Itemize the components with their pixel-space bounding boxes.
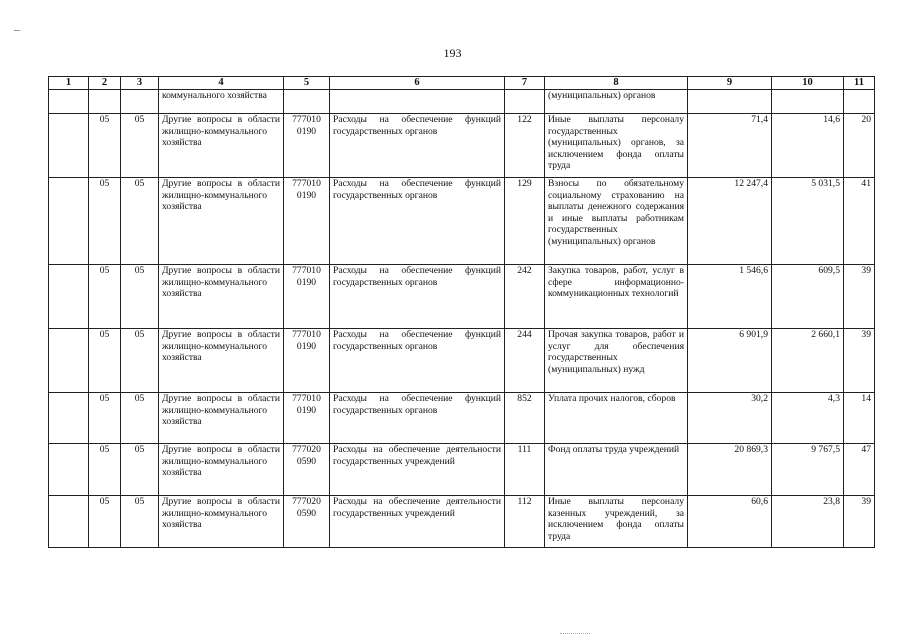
table-row [49,114,875,178]
execution-percent: 41 [844,178,875,265]
planned-amount: 6 901,9 [688,329,772,393]
execution-percent: 14 [844,393,875,444]
subsection-code: 05 [121,178,159,265]
execution-percent: 47 [844,444,875,496]
section-code: 05 [89,393,121,444]
target-article: 777010 0190 [284,114,330,178]
margin-mark [14,30,20,31]
execution-percent: 39 [844,329,875,393]
expense-type: Взносы по обязательному социальному страхованию на выплаты денежного содержания и иные выплаты работникам государственных (муниципальных) органов [545,178,688,265]
section-code: 05 [89,178,121,265]
expense-type: Прочая закупка товаров, работ и услуг для обеспечения государственных (муниципальных) нужд [545,329,688,393]
target-article: 777020 0590 [284,496,330,548]
section-name: Другие вопросы в области жилищно-коммунального хозяйства [159,114,284,178]
expense-type: Уплата прочих налогов, сборов [545,393,688,444]
expense-type: (муниципальных) органов [545,90,688,114]
executed-amount: 4,3 [772,393,844,444]
table-row [49,393,875,444]
col-header-10: 10 [772,77,844,90]
table-row [49,178,875,265]
article-name: Расходы на обеспечение функций государственных органов [330,114,505,178]
section-name: коммунального хозяйства [159,90,284,114]
expense-code: 244 [505,329,545,393]
planned-amount: 71,4 [688,114,772,178]
planned-amount: 12 247,4 [688,178,772,265]
expense-code: 852 [505,393,545,444]
col-header-8: 8 [545,77,688,90]
col-header-4: 4 [159,77,284,90]
expense-code: 112 [505,496,545,548]
section-code: 05 [89,329,121,393]
budget-table [48,76,875,548]
expense-code: 129 [505,178,545,265]
subsection-code: 05 [121,444,159,496]
section-code: 05 [89,496,121,548]
col-header-2: 2 [89,77,121,90]
expense-type: Иные выплаты персоналу государственных (муниципальных) органов, за исключением фонда оплаты труда [545,114,688,178]
expense-code: 242 [505,265,545,329]
planned-amount: 60,6 [688,496,772,548]
expense-type: Иные выплаты персоналу казенных учреждений, за исключением фонда оплаты труда [545,496,688,548]
article-name: Расходы на обеспечение функций государственных органов [330,393,505,444]
expense-code: 122 [505,114,545,178]
executed-amount: 9 767,5 [772,444,844,496]
target-article: 777010 0190 [284,265,330,329]
section-name: Другие вопросы в области жилищно-коммунального хозяйства [159,265,284,329]
table-row [49,265,875,329]
target-article: 777010 0190 [284,393,330,444]
target-article: 777010 0190 [284,178,330,265]
subsection-code: 05 [121,393,159,444]
subsection-code: 05 [121,114,159,178]
execution-percent: 39 [844,265,875,329]
executed-amount: 14,6 [772,114,844,178]
section-name: Другие вопросы в области жилищно-коммунального хозяйства [159,444,284,496]
executed-amount: 23,8 [772,496,844,548]
col-header-9: 9 [688,77,772,90]
section-name: Другие вопросы в области жилищно-коммунального хозяйства [159,178,284,265]
section-name: Другие вопросы в области жилищно-коммунального хозяйства [159,496,284,548]
col-header-6: 6 [330,77,505,90]
planned-amount: 30,2 [688,393,772,444]
expense-type: Закупка товаров, работ, услуг в сфере информационно-коммуникационных технологий [545,265,688,329]
table-row [49,444,875,496]
target-article: 777010 0190 [284,329,330,393]
planned-amount: 1 546,6 [688,265,772,329]
col-header-3: 3 [121,77,159,90]
subsection-code: 05 [121,496,159,548]
expense-code: 111 [505,444,545,496]
section-code: 05 [89,444,121,496]
article-name: Расходы на обеспечение функций государственных органов [330,178,505,265]
col-header-1: 1 [49,77,89,90]
planned-amount: 20 869,3 [688,444,772,496]
col-header-5: 5 [284,77,330,90]
footer-mark [560,633,590,638]
expense-type: Фонд оплаты труда учреждений [545,444,688,496]
header-row [49,77,875,90]
target-article: 777020 0590 [284,444,330,496]
executed-amount: 2 660,1 [772,329,844,393]
section-code: 05 [89,265,121,329]
table-row [49,496,875,548]
execution-percent: 20 [844,114,875,178]
section-name: Другие вопросы в области жилищно-коммунального хозяйства [159,329,284,393]
execution-percent: 39 [844,496,875,548]
executed-amount: 609,5 [772,265,844,329]
page-number: 193 [443,46,462,60]
article-name: Расходы на обеспечение функций государственных органов [330,265,505,329]
article-name: Расходы на обеспечение функций государственных органов [330,329,505,393]
subsection-code: 05 [121,265,159,329]
article-name: Расходы на обеспечение деятельности государственных учреждений [330,496,505,548]
section-name: Другие вопросы в области жилищно-коммунального хозяйства [159,393,284,444]
article-name: Расходы на обеспечение деятельности государственных учреждений [330,444,505,496]
col-header-7: 7 [505,77,545,90]
subsection-code: 05 [121,329,159,393]
col-header-11: 11 [844,77,875,90]
table-row [49,329,875,393]
executed-amount: 5 031,5 [772,178,844,265]
section-code: 05 [89,114,121,178]
continuation-row [49,90,875,114]
